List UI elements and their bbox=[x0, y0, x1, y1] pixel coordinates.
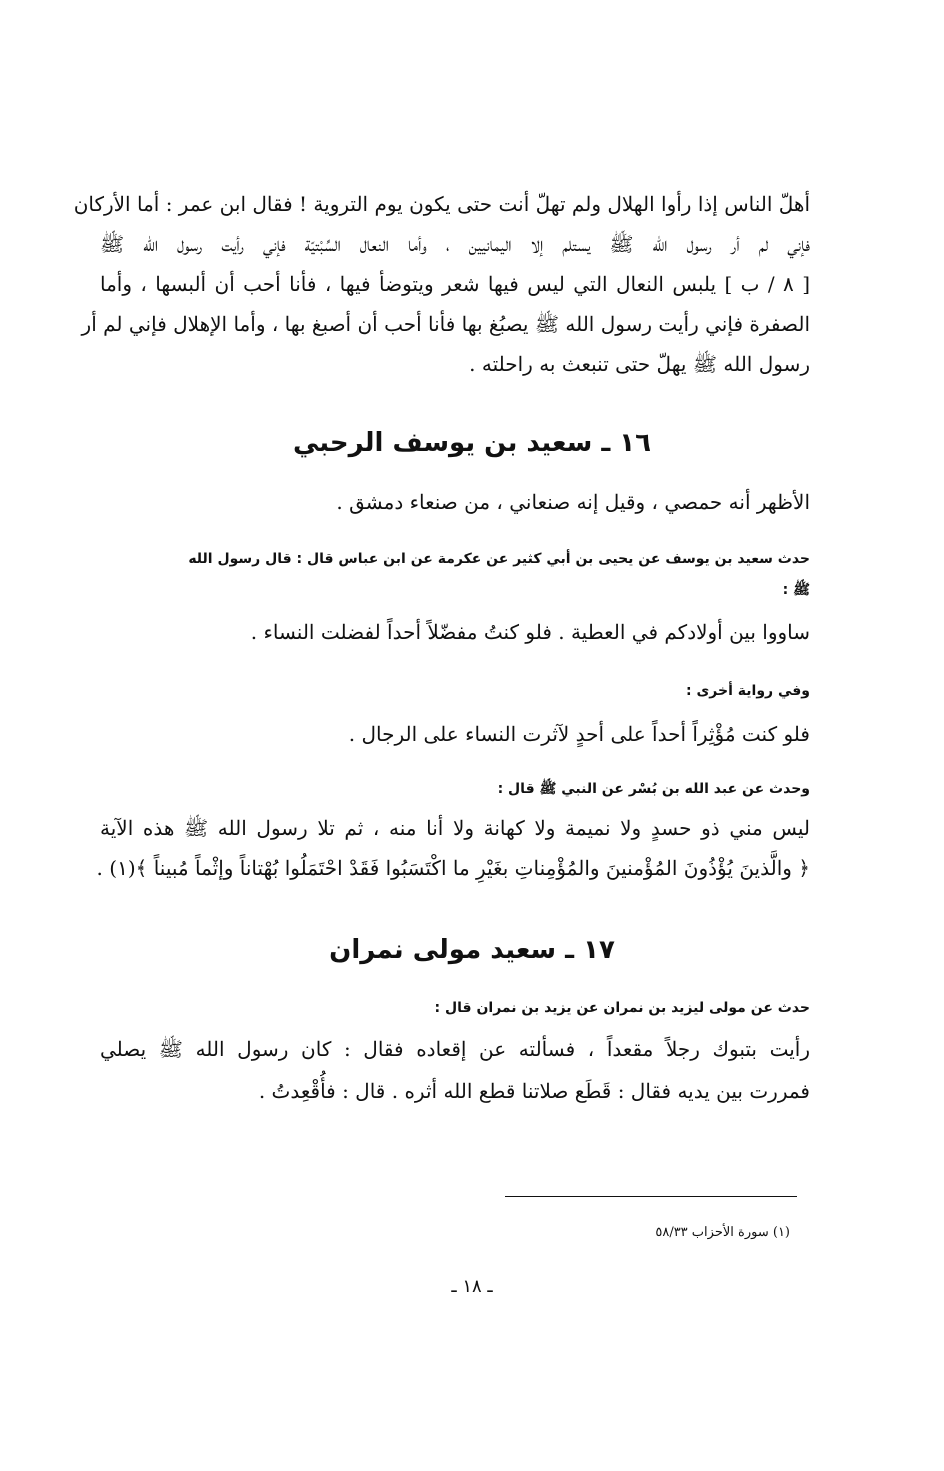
hadith-3-quran-verse: ﴿ والَّذينَ يُؤْذُونَ المُؤْمنينَ والمُؤْمِناتِ بغَيْرِ ما اكْتَسَبُوا فَقَدْ احْتَمَلُوا بُهْتاناً وإثْماً مُبيناً ﴾(١) . bbox=[96, 856, 810, 880]
section-16-heading: ١٦ ـ سعيد بن يوسف الرحبي bbox=[292, 428, 652, 458]
text-line: أهلّ الناس إذا رأوا الهلال ولم تهلّ أنت حتى يكون يوم التروية ! فقال ابن عمر : أما الأركان bbox=[73, 192, 810, 216]
other-narration-label: وفي رواية أخرى : bbox=[686, 683, 810, 699]
hadith-1: ساووا بين أولادكم في العطية . فلو كنتُ مفضّلاً أحداً لفضلت النساء . bbox=[250, 620, 810, 644]
text-line: الصفرة فإني رأيت رسول الله ﷺ يصبُغ بها فأنا أحب أن أصبغ بها ، وأما الإهلال فإني لم أر bbox=[81, 312, 810, 336]
section-17-line-1: رأيت بتبوك رجلاً مقعداً ، فسألته عن إقعاده فقال : كان رسول الله ﷺ يصلي bbox=[100, 1037, 810, 1061]
section-16-chain-2: وحدث عن عبد الله بن بُسْر عن النبي ﷺ قال : bbox=[497, 781, 810, 797]
section-16-chain: حدث سعيد بن يوسف عن يحيى بن أبي كثير عن عكرمة عن ابن عباس قال : قال رسول الله bbox=[188, 551, 810, 567]
intro-paragraph bbox=[73, 184, 810, 384]
section-17-heading: ١٧ ـ سعيد مولى نمران bbox=[329, 935, 615, 965]
page-number: ـ ١٨ ـ bbox=[451, 1276, 493, 1297]
footnote: (١) سورة الأحزاب ٥٨/٣٣ bbox=[655, 1225, 790, 1240]
section-16-chain-cont: ﷺ : bbox=[782, 582, 810, 598]
hadith-2: فلو كنت مُؤْثِراً أحداً على أحدٍ لآثرت النساء على الرجال . bbox=[348, 722, 810, 746]
text-line: [ ٨ / ب ] يلبس النعال التي ليس فيها شعر ويتوضأ فيها ، فأنا أحب أن ألبسها ، وأما bbox=[100, 272, 810, 296]
text-line: رسول الله ﷺ يهلّ حتى تنبعث به راحلته . bbox=[469, 352, 810, 376]
footnote-divider bbox=[505, 1196, 797, 1197]
hadith-3-line-1: ليس مني ذو حسدٍ ولا نميمة ولا كهانة ولا أنا منه ، ثم تلا رسول الله ﷺ هذه الآية bbox=[100, 816, 810, 840]
section-17-line-2: فمررت بين يديه فقال : قَطَع صلاتنا قطع الله أثره . قال : فأُقْعِدتُ . bbox=[258, 1079, 810, 1103]
section-17-chain: حدث عن مولى ليزيد بن نمران عن يزيد بن نمران قال : bbox=[434, 1000, 810, 1016]
text-line: فإني لم أر رسول الله ﷺ يستلم إلا اليمانيين ، وأما النعال السِّبْتيّة فإني رأيت رسول الله ﷺ bbox=[100, 232, 810, 256]
section-16-note: الأظهر أنه حمصي ، وقيل إنه صنعاني ، من صنعاء دمشق . bbox=[336, 490, 810, 514]
